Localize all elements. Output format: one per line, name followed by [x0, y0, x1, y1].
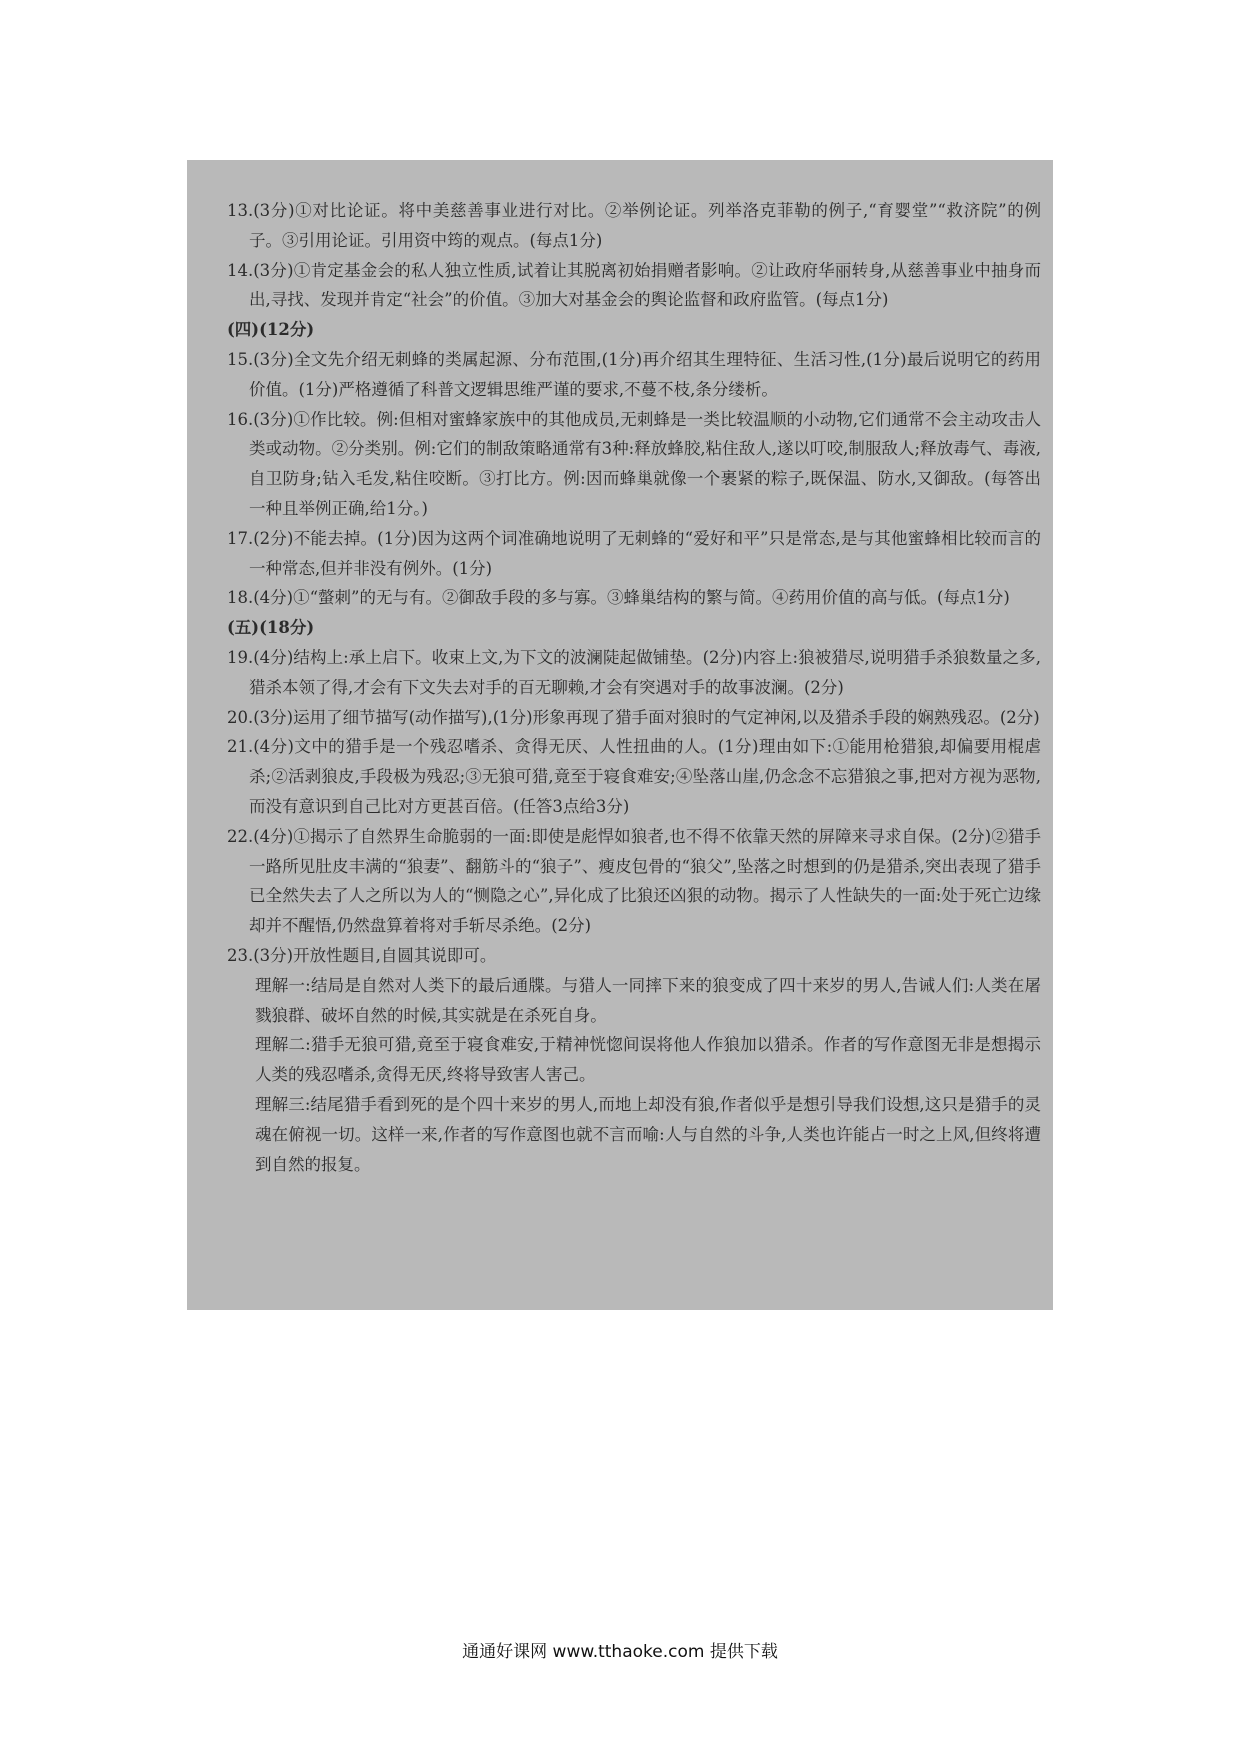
answer-15: 15.(3分)全文先介绍无刺蜂的类属起源、分布范围,(1分)再介绍其生理特征、生活习性,(1分)最后说明它的药用价值。(1分)严格遵循了科普文逻辑思维严谨的要求,不蔓不枝,条分缕析。 — [227, 349, 1041, 399]
answer-13: 13.(3分)①对比论证。将中美慈善事业进行对比。②举例论证。列举洛克菲勒的例子,“育婴堂”“救济院”的例子。③引用论证。引用资中筠的观点。(每点1分) — [227, 201, 1041, 250]
answer-block — [227, 196, 1041, 1179]
interpretation-2: 理解二:猎手无狼可猎,竟至于寝食难安,于精神恍惚间误将他人作狼加以猎杀。作者的写作意图无非是想揭示人类的残忍嗜杀,贪得无厌,终将导致害人害己。 — [255, 1035, 1041, 1085]
interpretation-1: 理解一:结局是自然对人类下的最后通牒。与猎人一同摔下来的狼变成了四十来岁的男人,告诫人们:人类在屠戮狼群、破坏自然的时候,其实就是在杀死自身。 — [255, 975, 1041, 1025]
answer-21: 21.(4分)文中的猎手是一个残忍嗜杀、贪得无厌、人性扭曲的人。(1分)理由如下:①能用枪猎狼,却偏要用棍虐杀;②活剥狼皮,手段极为残忍;③无狼可猎,竟至于寝食难安;④坠落山崖,仍念念不忘猎狼之事,把对方视为恶物,而没有意识到自己比对方更甚百倍。(任答3点给3分) — [227, 737, 1041, 816]
answer-16: 16.(3分)①作比较。例:但相对蜜蜂家族中的其他成员,无刺蜂是一类比较温顺的小动物,它们通常不会主动攻击人类或动物。②分类别。例:它们的制敌策略通常有3种:释放蜂胶,粘住敌人,遂以叮咬,制服敌人;释放毒气、毒液,自卫防身;钻入毛发,粘住咬断。③打比方。例:因而蜂巢就像一个裹紧的粽子,既保温、防水,又御敌。(每答出一种且举例正确,给1分。) — [227, 409, 1041, 518]
answer-17: 17.(2分)不能去掉。(1分)因为这两个词准确地说明了无刺蜂的“爱好和平”只是常态,是与其他蜜蜂相比较而言的一种常态,但并非没有例外。(1分) — [227, 528, 1041, 578]
section-heading-4: (四)(12分) — [227, 320, 315, 340]
answer-18: 18.(4分)①“螫刺”的无与有。②御敌手段的多与寡。③蜂巢结构的繁与简。④药用价值的高与低。(每点1分) — [227, 588, 1010, 608]
answer-20: 20.(3分)运用了细节描写(动作描写),(1分)形象再现了猎手面对狼时的气定神闲,以及猎杀手段的娴熟残忍。(2分) — [227, 707, 1040, 727]
answer-22: 22.(4分)①揭示了自然界生命脆弱的一面:即使是彪悍如狼者,也不得不依靠天然的屏障来寻求自保。(2分)②猎手一路所见肚皮丰满的“狼妻”、翻筋斗的“狼子”、瘦皮包骨的“狼父”,坠落之时想到的仍是猎杀,突出表现了猎手已全然失去了人之所以为人的“恻隐之心”,异化成了比狼还凶狠的动物。揭示了人性缺失的一面:处于死亡边缘却并不醒悟,仍然盘算着将对手斩尽杀绝。(2分) — [227, 826, 1041, 936]
scanned-answer-sheet — [187, 160, 1053, 1310]
interpretation-3: 理解三:结尾猎手看到死的是个四十来岁的男人,而地上却没有狼,作者似乎是想引导我们设想,这只是猎手的灵魂在俯视一切。这样一来,作者的写作意图也就不言而喻:人与自然的斗争,人类也许能占一时之上风,但终将遭到自然的报复。 — [255, 1094, 1041, 1174]
answer-14: 14.(3分)①肯定基金会的私人独立性质,试着让其脱离初始捐赠者影响。②让政府华丽转身,从慈善事业中抽身而出,寻找、发现并肯定“社会”的价值。③加大对基金会的舆论监督和政府监管。(每点1分) — [227, 260, 1041, 310]
answer-19: 19.(4分)结构上:承上启下。收束上文,为下文的波澜陡起做铺垫。(2分)内容上:狼被猎尽,说明猎手杀狼数量之多,猎杀本领了得,才会有下文失去对手的百无聊赖,才会有突遇对手的故事波澜。(2分) — [227, 647, 1041, 697]
section-heading-5: (五)(18分) — [227, 618, 315, 638]
answer-23: 23.(3分)开放性题目,自圆其说即可。 — [227, 945, 497, 965]
download-footer: 通通好课网 www.tthaoke.com 提供下载 — [462, 1642, 778, 1662]
